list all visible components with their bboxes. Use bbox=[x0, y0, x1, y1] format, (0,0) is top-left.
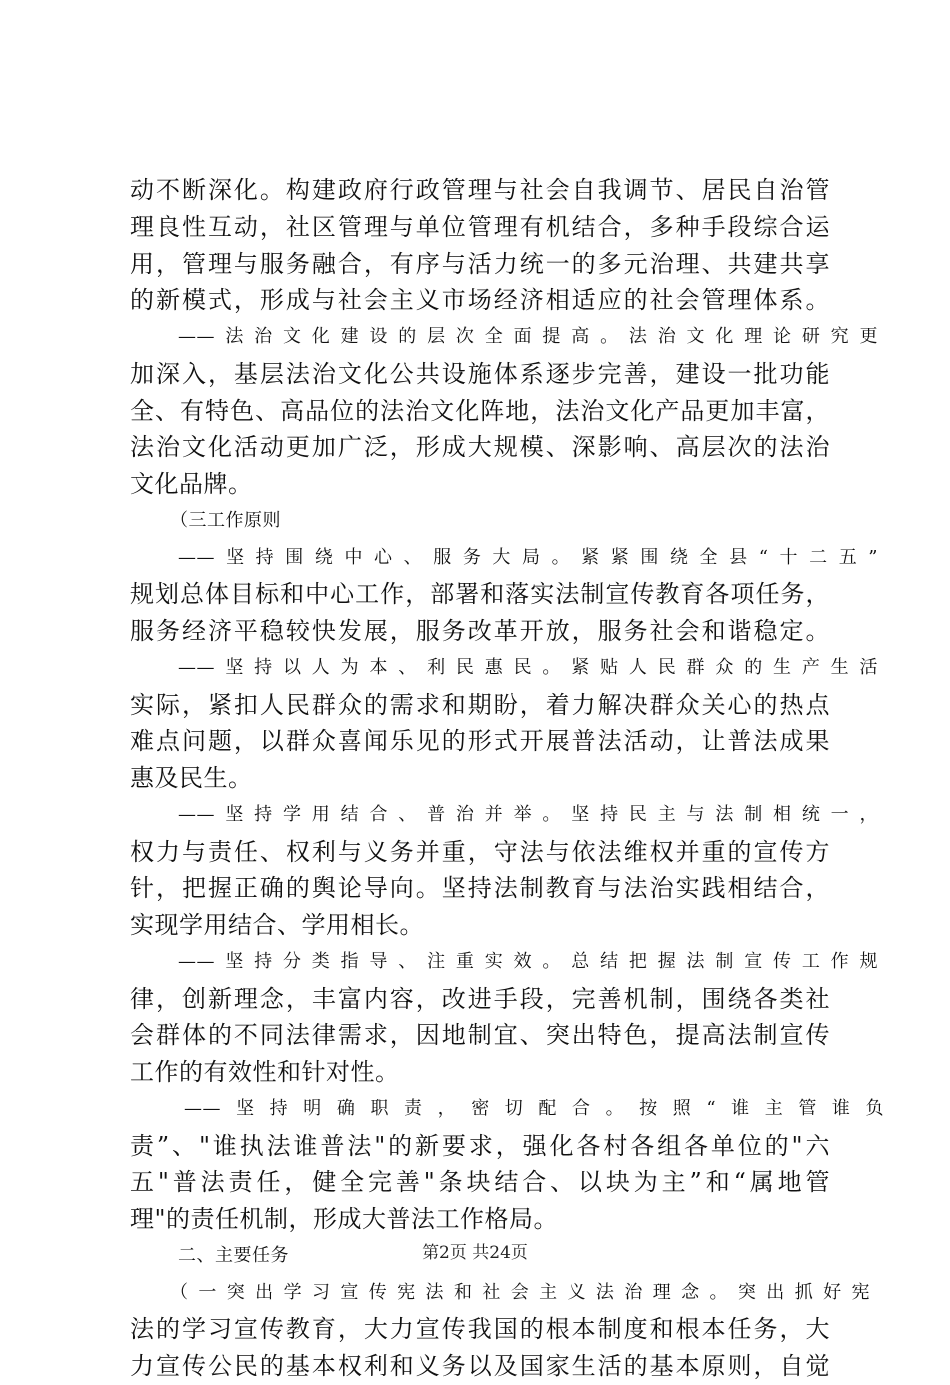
text-line: ——坚持明确职责，密切配合。按照“谁主管谁负 bbox=[184, 1097, 884, 1119]
text-line: 二、主要任务 bbox=[178, 1244, 289, 1266]
text-line: 责”、"谁执法谁普法"的新要求，强化各村各组各单位的"六 bbox=[130, 1131, 830, 1160]
text-line: 工作的有效性和针对性。 bbox=[130, 1058, 400, 1086]
text-line: 法的学习宣传教育，大力宣传我国的根本制度和根本任务，大 bbox=[130, 1315, 830, 1344]
text-line: 的新模式，形成与社会主义市场经济相适应的社会管理体系。 bbox=[130, 286, 830, 315]
text-line: 实现学用结合、学用相长。 bbox=[130, 911, 424, 939]
text-line: 理良性互动，社区管理与单位管理有机结合，多种手段综合运 bbox=[130, 212, 830, 241]
page-footer: 第2页 共24页 bbox=[422, 1243, 528, 1263]
text-line: ——坚持分类指导、注重实效。总结把握法制宣传工作规 bbox=[178, 950, 878, 972]
text-line: 理"的责任机制，形成大普法工作格局。 bbox=[130, 1205, 559, 1233]
text-line: 法治文化活动更加广泛，形成大规模、深影响、高层次的法治 bbox=[130, 433, 830, 462]
document-body bbox=[130, 172, 884, 1385]
text-line: 惠及民生。 bbox=[130, 764, 253, 792]
text-line: 加深入，基层法治文化公共设施体系逐步完善，建设一批功能 bbox=[130, 359, 830, 388]
text-line: 动不断深化。构建政府行政管理与社会自我调节、居民自治管 bbox=[130, 176, 830, 204]
text-line: 权力与责任、权利与义务并重，守法与依法维权并重的宣传方 bbox=[130, 837, 830, 866]
text-line: 力宣传公民的基本权利和义务以及国家生活的基本原则，自觉 bbox=[130, 1352, 830, 1380]
text-line: （一突出学习宣传宪法和社会主义法治理念。突出抓好宪 bbox=[170, 1281, 870, 1303]
text-line: ——坚持以人为本、利民惠民。紧贴人民群众的生产生活 bbox=[178, 656, 878, 678]
text-line: 会群体的不同法律需求，因地制宜、突出特色，提高法制宣传 bbox=[130, 1021, 830, 1050]
text-line: 难点问题，以群众喜闻乐见的形式开展普法活动，让普法成果 bbox=[130, 727, 830, 756]
text-line: ——坚持围绕中心、服务大局。紧紧围绕全县“十二五” bbox=[178, 546, 878, 568]
text-line: 文化品牌。 bbox=[130, 470, 253, 498]
text-line: （三工作原则 bbox=[170, 509, 281, 531]
text-line: 五"普法责任，健全完善"条块结合、以块为主”和“属地管 bbox=[130, 1168, 830, 1197]
text-line: 律，创新理念，丰富内容，改进手段，完善机制，围绕各类社 bbox=[130, 984, 830, 1013]
text-line: ——法治文化建设的层次全面提高。法治文化理论研究更 bbox=[178, 326, 878, 347]
text-line: 针，把握正确的舆论导向。坚持法制教育与法治实践相结合， bbox=[130, 874, 830, 903]
text-line: 实际，紧扣人民群众的需求和期盼，着力解决群众关心的热点 bbox=[130, 690, 830, 719]
text-line: 服务经济平稳较快发展，服务改革开放，服务社会和谐稳定。 bbox=[130, 617, 830, 645]
text-line: ——坚持学用结合、普治并举。坚持民主与法制相统一， bbox=[178, 803, 878, 825]
text-line: 规划总体目标和中心工作，部署和落实法制宣传教育各项任务， bbox=[130, 580, 830, 609]
text-line: 用，管理与服务融合，有序与活力统一的多元治理、共建共享 bbox=[130, 249, 830, 278]
text-line: 全、有特色、高品位的法治文化阵地，法治文化产品更加丰富， bbox=[130, 396, 830, 425]
